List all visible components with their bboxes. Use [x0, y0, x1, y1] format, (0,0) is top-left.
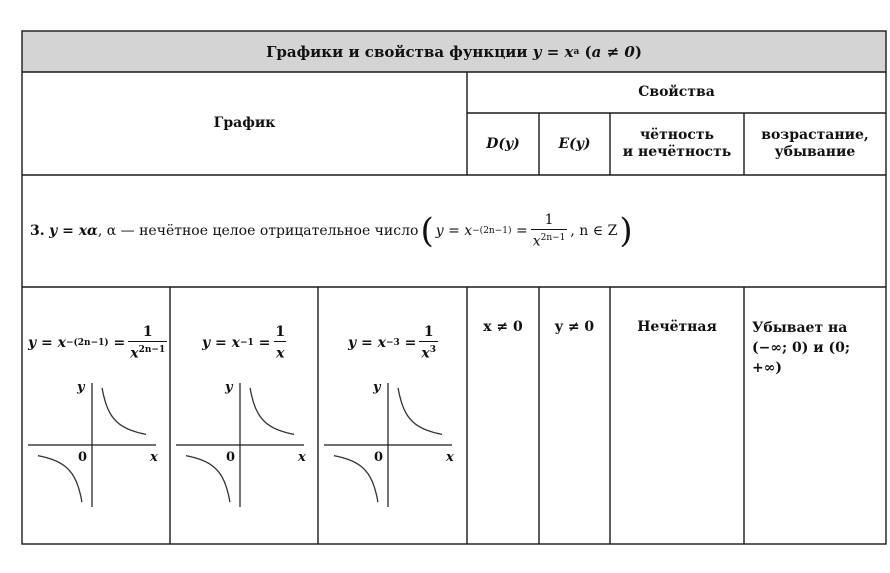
curve-branch-left	[38, 456, 82, 502]
x-axis-label: x	[446, 450, 454, 465]
header-range: E(y)	[558, 135, 591, 152]
value-domain: x ≠ 0	[483, 319, 523, 335]
header-graph: График	[213, 115, 276, 131]
y-axis-label: y	[225, 380, 233, 395]
graph-plot-power-minus-1	[170, 375, 320, 525]
y-axis-label: y	[373, 380, 381, 395]
curve-branch-right	[102, 388, 146, 434]
graph-plot-power-minus-3	[318, 375, 468, 525]
header-domain: D(y)	[486, 135, 520, 152]
curve-branch-left	[334, 456, 378, 502]
curve-branch-right	[250, 388, 294, 434]
graph-plot-general	[22, 375, 172, 525]
origin-label: 0	[78, 450, 88, 465]
graph-formula-power-minus-3: y = x −3 = $\frac{1}{x^3}$	[348, 324, 437, 362]
value-parity: Нечётная	[637, 319, 717, 335]
header-properties: Свойства	[638, 84, 715, 100]
table-title: Графики и свойства функции y = x a ( a ≠ 0 )	[266, 42, 642, 61]
curve-branch-right	[398, 388, 442, 434]
origin-label: 0	[374, 450, 384, 465]
value-monotonicity: Убывает на (−∞; 0) и (0; +∞)	[752, 320, 851, 376]
graph-formula-power-minus-1: y = x −1 = $\frac{1}{x}$	[202, 324, 286, 362]
case-fraction: $\frac{1}{x^{2n-1}}$	[532, 211, 566, 250]
y-axis-label: y	[77, 380, 85, 395]
case-description: 3. y = xα , α — нечётное целое отрицательное число ( y = x −(2n−1) = $\frac{1}{x^{2n-1}}$ , n ∈ Z )	[30, 211, 633, 251]
origin-label: 0	[226, 450, 236, 465]
header-monotonicity: возрастание, убывание	[761, 127, 869, 160]
x-axis-label: x	[298, 450, 306, 465]
value-range: y ≠ 0	[554, 319, 595, 335]
header-parity: чётность и нечётность	[622, 127, 732, 160]
x-axis-label: x	[150, 450, 158, 465]
graph-formula-general: y = x −(2n−1) = $\frac{1}{x^{2n-1}}$	[28, 324, 166, 362]
curve-branch-left	[186, 456, 230, 502]
